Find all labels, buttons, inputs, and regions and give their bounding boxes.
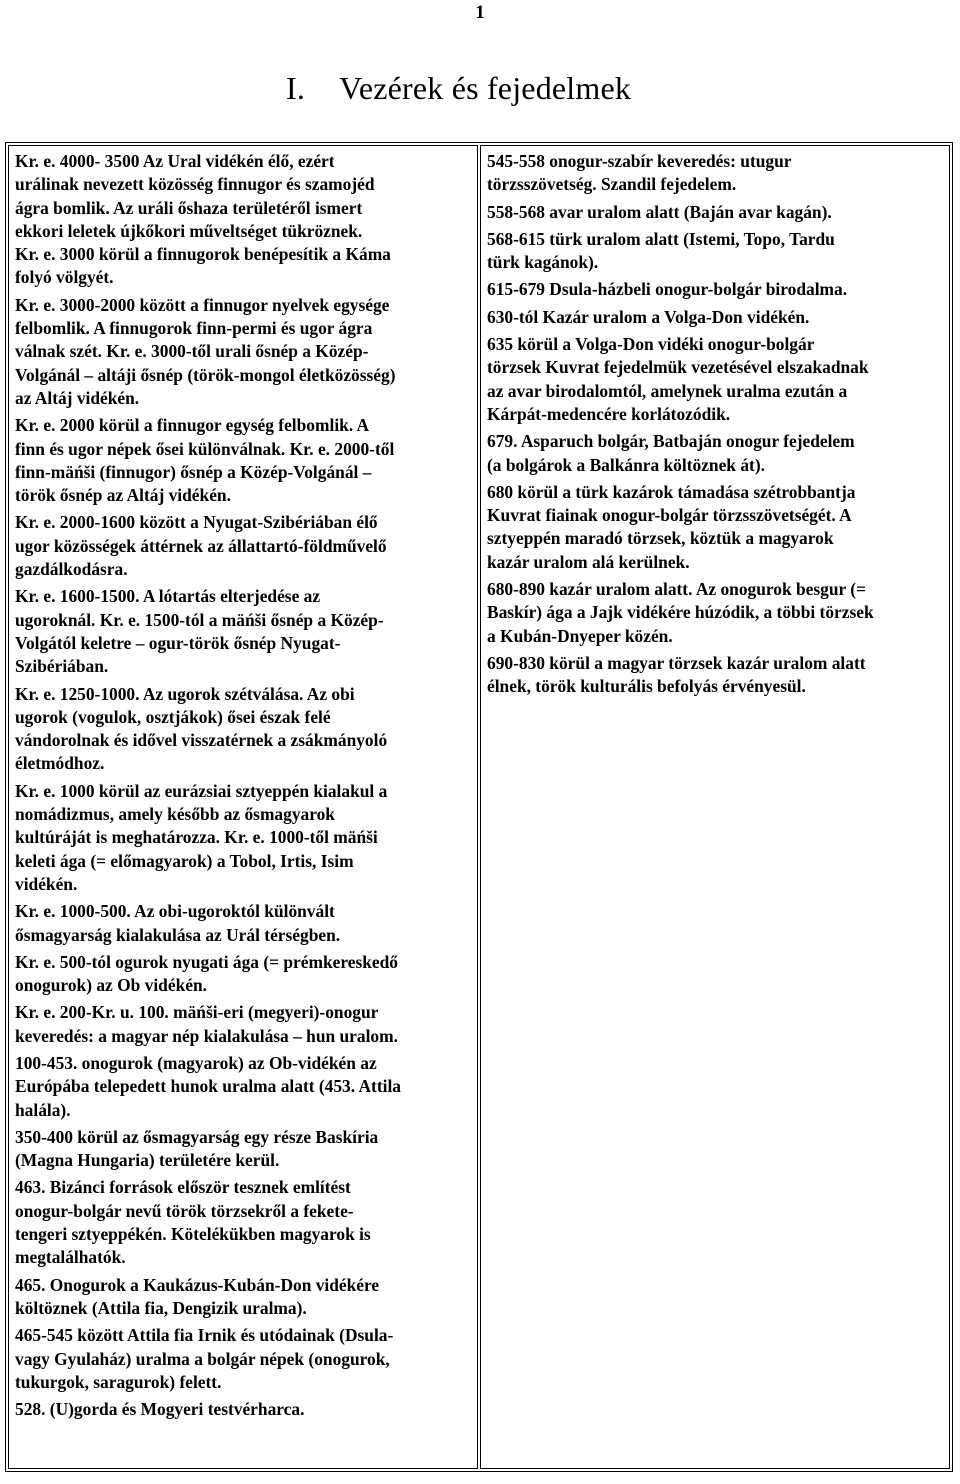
timeline-entry: 558-568 avar uralom alatt (Baján avar kagán). <box>487 201 832 222</box>
table-row <box>8 145 950 1469</box>
timeline-entry: Kr. e. 500-tól ogurok nyugati ága (= prémkereskedő onogurok) az Ob vidékén. <box>15 951 399 996</box>
timeline-entry: Kr. e. 3000-2000 között a finnugor nyelvek egysége felbomlik. A finnugorok finn-permi és ugor ágra válnak szét. Kr. e. 3000-től urali ősnép a Közép- Volgánál – altáji ősnép (török-mongol életközösség) az Altáj vidékén. <box>15 294 396 408</box>
left-column-cell <box>8 145 478 1469</box>
timeline-entry: Kr. e. 1000-500. Az obi-ugoroktól különvált ősmagyarság kialakulása az Urál térségben. <box>15 901 341 945</box>
page-number: 1 <box>475 2 485 23</box>
timeline-entry: 465-545 között Attila fia Irnik és utódainak (Dsula- vagy Gyulaház) uralma a bolgár népek (onogurok, tukurgok, saragurok) felett. <box>15 1325 394 1392</box>
timeline-entry: 679. Asparuch bolgár, Batbaján onogur fejedelem (a bolgárok a Balkánra költöznek át). <box>487 431 855 475</box>
timeline-entry: Kr. e. 200-Kr. u. 100. mäńši-eri (megyeri)-onogur keveredés: a magyar nép kialakulása – hun uralom. <box>15 1002 398 1046</box>
timeline-entry: 680 körül a türk kazárok támadása szétrobbantja Kuvrat fiainak onogur-bolgár törzsszövetségét. A sztyeppén maradó törzsek, köztük a magyarok kazár uralom alá kerülnek. <box>487 481 856 572</box>
chapter-title <box>286 70 631 107</box>
timeline-entry: 568-615 türk uralom alatt (Istemi, Topo, Tardu türk kagánok). <box>487 228 835 273</box>
timeline-entry: Kr. e. 4000- 3500 Az Ural vidékén élő, ezért urálinak nevezett közösség finnugor és szamojéd ágra bomlik. Az uráli őshaza területéről ismert ekkori leletek újkőkori műveltséget tükröznek. Kr. e. 3000 körül a finnugorok benépesítik a Káma folyó völgyét. <box>15 151 391 288</box>
timeline-table <box>5 142 953 1472</box>
timeline-entry: 635 körül a Volga-Don vidéki onogur-bolgár törzsek Kuvrat fejedelmük vezetésével elszakadnak az avar birodalomtól, amelynek uralma ezután a Kárpát-medencére korlátozódik. <box>487 334 869 424</box>
timeline-entry: Kr. e. 1000 körül az eurázsiai sztyeppén kialakul a nomádizmus, amely később az ősmagyarok kultúráját is meghatározza. Kr. e. 1000-től mäńši keleti ága (= előmagyarok) a Tobol, Irtis, Isim vidékén. <box>15 780 388 894</box>
right-column-text <box>487 150 943 699</box>
chapter-number: I. <box>286 70 306 106</box>
timeline-entry: 690-830 körül a magyar törzsek kazár uralom alatt élnek, török kulturális befolyás érvényesül. <box>487 652 866 697</box>
timeline-entry: 545-558 onogur-szabír keveredés: utugur törzsszövetség. Szandil fejedelem. <box>487 151 792 195</box>
timeline-entry: Kr. e. 2000 körül a finnugor egység felbomlik. A finn és ugor népek ősei különválnak. Kr. e. 2000-től finn-mäńši (finnugor) ősnép a Közép-Volgánál – török ősnép az Altáj vidékén. <box>15 415 395 506</box>
timeline-entry: 463. Bizánci források először tesznek említést onogur-bolgár nevű török törzsekről a fekete- tengeri sztyeppékén. Kötelékükben magyarok is megtalálhatók. <box>15 1177 371 1268</box>
timeline-entry: 350-400 körül az ősmagyarság egy része Baskíria (Magna Hungaria) területére kerül. <box>15 1126 379 1171</box>
timeline-entry: 100-453. onogurok (magyarok) az Ob-vidékén az Európába telepedett hunok uralma alatt (453. Attila halála). <box>15 1052 401 1120</box>
timeline-entry: 465. Onogurok a Kaukázus-Kubán-Don vidékére költöznek (Attila fia, Dengizik uralma). <box>15 1274 380 1318</box>
chapter-title-text: Vezérek és fejedelmek <box>339 70 632 106</box>
timeline-entry: 680-890 kazár uralom alatt. Az onogurok besgur (= Baskír) ága a Jajk vidékére húzódik, a többi törzsek a Kubán-Dnyeper közén. <box>487 579 874 646</box>
timeline-entry: Kr. e. 2000-1600 között a Nyugat-Szibériában élő ugor közösségek áttérnek az állattartó-földművelő gazdálkodásra. <box>15 512 387 580</box>
timeline-entry: Kr. e. 1250-1000. Az ugorok szétválása. Az obi ugorok (vogulok, osztjákok) ősei észak felé vándorolnak és idővel visszatérnek a zsákmányoló életmódhoz. <box>15 683 388 774</box>
timeline-entry: 615-679 Dsula-házbeli onogur-bolgár birodalma. <box>487 279 848 300</box>
right-column-cell <box>480 145 950 1469</box>
timeline-entry: 630-tól Kazár uralom a Volga-Don vidékén. <box>487 306 810 327</box>
timeline-entry: 528. (U)gorda és Mogyeri testvérharca. <box>15 1399 305 1420</box>
timeline-entry: Kr. e. 1600-1500. A lótartás elterjedése az ugoroknál. Kr. e. 1500-tól a mäńši ősnép a Közép- Volgától keletre – ogur-török ősnép Nyugat- Szibériában. <box>15 586 384 677</box>
left-column-text <box>15 150 471 1421</box>
